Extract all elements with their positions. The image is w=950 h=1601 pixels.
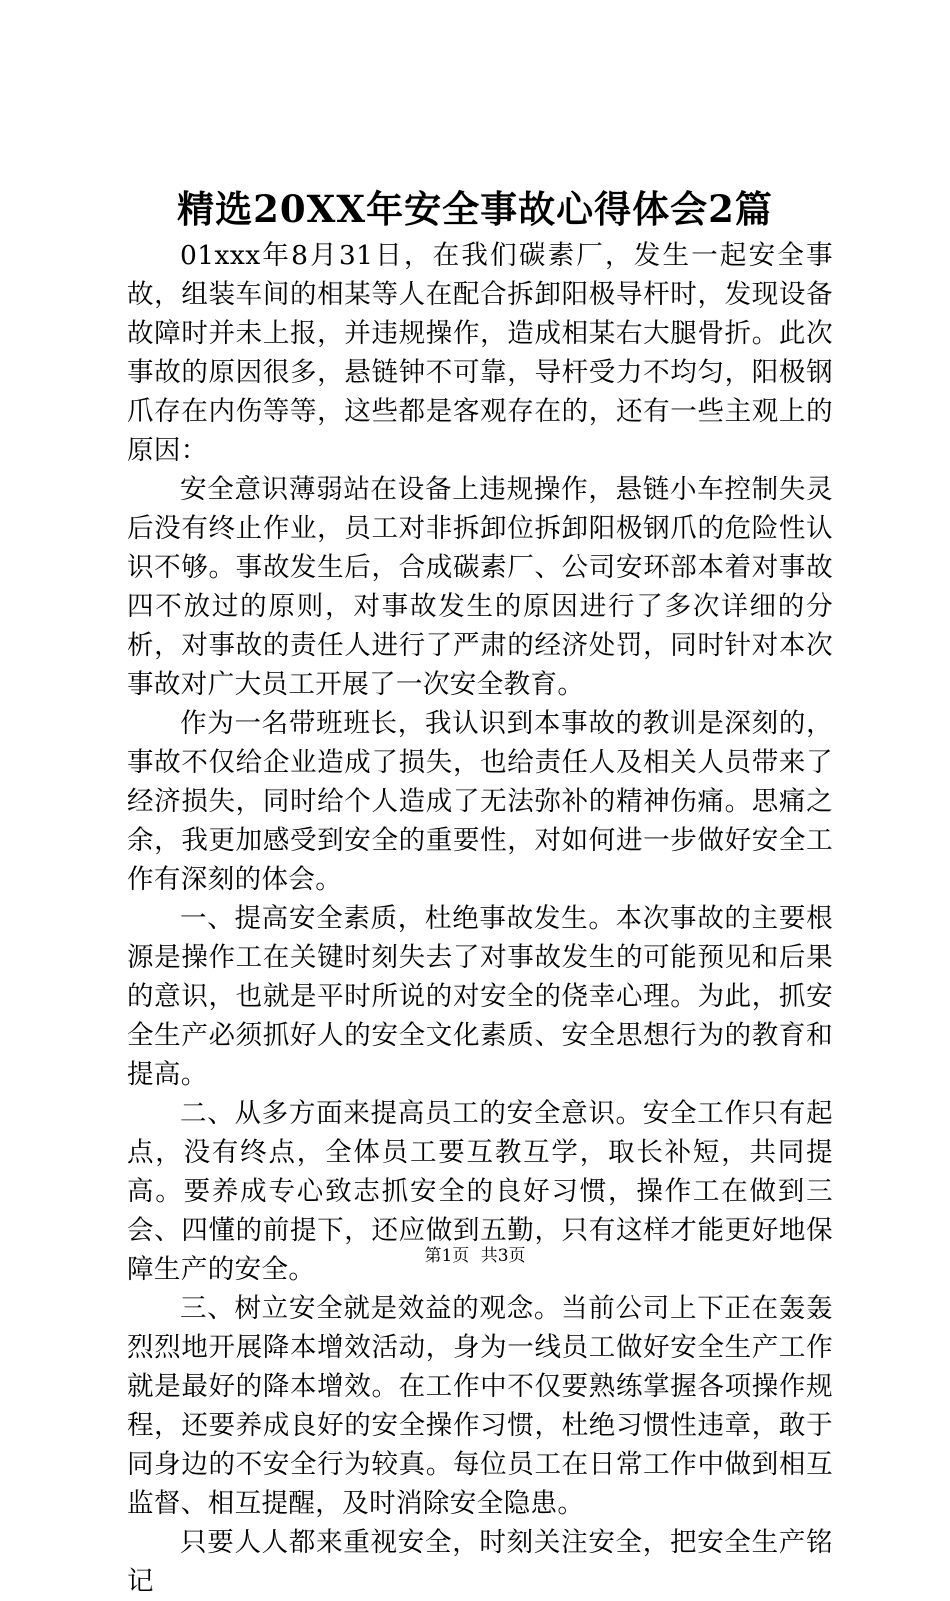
paragraph-4: 一、提高安全素质，杜绝事故发生。本次事故的主要根源是操作工在关键时刻失去了对事故发生的可能预见和后果的意识，也就是平时所说的对安全的侥幸心理。为此，抓安全生产必须抓好人的安全文化素质、安全思想行为的教育和提高。 [127,903,833,1090]
paragraph-3: 作为一名带班班长，我认识到本事故的教训是深刻的，事故不仅给企业造成了损失，也给责任人及相关人员带来了经济损失，同时给个人造成了无法弥补的精神伤痛。思痛之余，我更加感受到安全的重要性，对如何进一步做好安全工作有深刻的体会。 [127,708,833,895]
paragraph-6: 三、树立安全就是效益的观念。当前公司上下正在轰轰烈烈地开展降本增效活动，身为一线员工做好安全生产工作就是最好的降本增效。在工作中不仅要熟练掌握各项操作规程，还要养成良好的安全操作习惯，杜绝习惯性违章，敢于同身边的不安全行为较真。每位员工在日常工作中做到相互监督、相互提醒，及时消除安全隐患。 [127,1293,833,1519]
page-number: 第1页 [424,1246,470,1266]
paragraph-1: 01xxx年8月31日，在我们碳素厂，发生一起安全事故，组装车间的相某等人在配合拆卸阳极导杆时，发现设备故障时并未上报，并违规操作，造成相某右大腿骨折。此次事故的原因很多，悬链钟不可靠，导杆受力不均匀，阳极钢爪存在内伤等等，这些都是客观存在的，还有一些主观上的原因： [127,240,833,466]
page-total: 共3页 [480,1246,526,1266]
document-title: 精选20XX年安全事故心得体会2篇 [177,187,773,231]
paragraph-2: 安全意识薄弱站在设备上违规操作，悬链小车控制失灵后没有终止作业，员工对非拆卸位拆卸阳极钢爪的危险性认识不够。事故发生后，合成碳素厂、公司安环部本着对事故四不放过的原则，对事故发生的原因进行了多次详细的分析，对事故的责任人进行了严肃的经济处罚，同时针对本次事故对广大员工开展了一次安全教育。 [127,474,833,700]
paragraph-5: 二、从多方面来提高员工的安全意识。安全工作只有起点，没有终点，全体员工要互教互学，取长补短，共同提高。要养成专心致志抓安全的良好习惯，操作工在做到三会、四懂的前提下，还应做到五勤，只有这样才能更好地保障生产的安全。 [127,1098,833,1285]
document-body [127,236,833,1601]
page-footer [0,1244,950,1268]
paragraph-7: 只要人人都来重视安全，时刻关注安全，把安全生产铭记 [127,1527,833,1597]
